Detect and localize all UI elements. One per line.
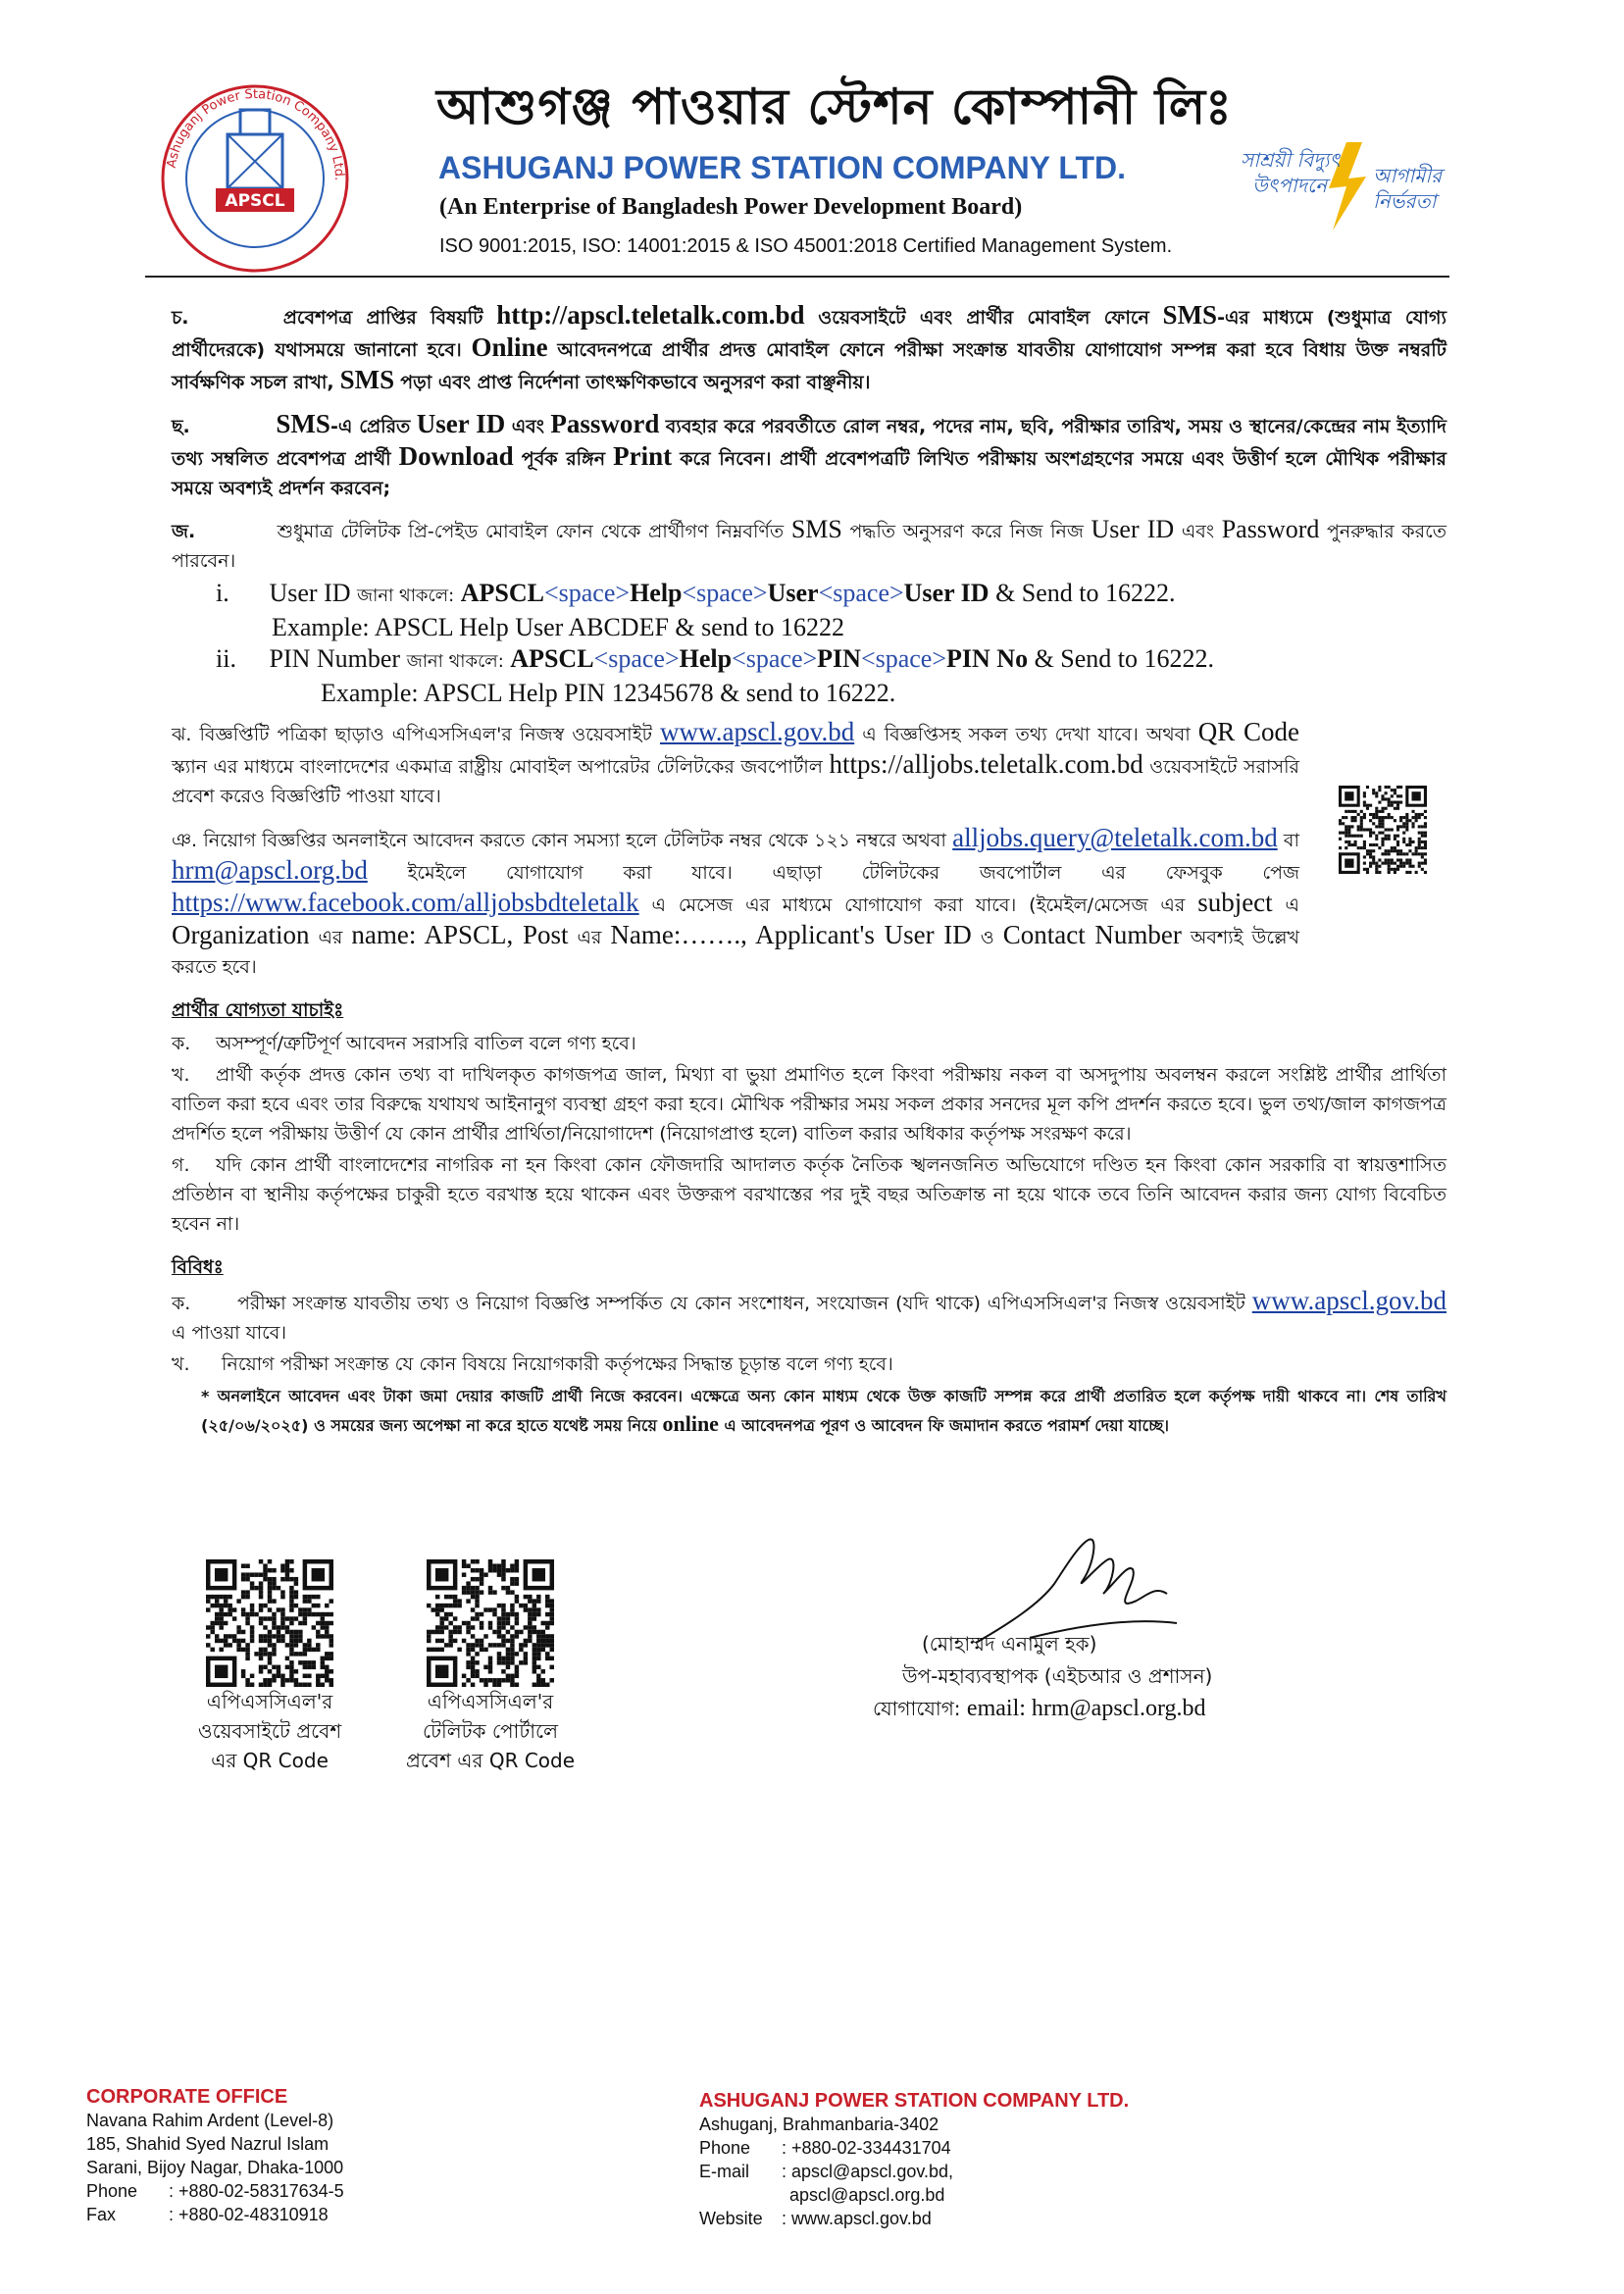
misc-heading: বিবিধঃ xyxy=(172,1256,224,1278)
svg-text:নির্ভরতা: নির্ভরতা xyxy=(1373,189,1437,213)
header-divider xyxy=(145,276,1449,278)
website-link[interactable]: www.apscl.gov.bd xyxy=(659,717,855,746)
para-marker: ছ. xyxy=(172,416,190,437)
para-marker: জ. xyxy=(172,521,196,542)
eligibility-item: গ. যদি কোন প্রার্থী বাংলাদেশের নাগরিক না হন কিংবা কোন ফৌজদারি আদালত কর্তৃক নৈতিক স্খলনজনিত অভিযোগে দণ্ডিত হন কিংবা কোন সরকারি বা স্বায়ত্তশাসিত প্রতিষ্ঠান বা স্থানীয় কর্তৃপক্ষের চাকুরী হতে বরখাস্ত হয়ে থাকেন এবং উক্তরূপ বরখাস্তের পর দুই বছর অতিক্রান্ত না হয়ে থাকে তবে তিনি আবেদন করার জন্য যোগ্য বিবেচিত হবেন না। xyxy=(172,1154,1446,1235)
signatory-name: (মোহাম্মদ এনামুল হক) xyxy=(922,1632,1097,1656)
website-qr-code xyxy=(206,1559,333,1687)
signatory-contact: যোগাযোগ: email: hrm@apscl.org.bd xyxy=(873,1696,1206,1721)
teletalk-qr-code xyxy=(427,1559,554,1687)
enterprise-subtitle: (An Enterprise of Bangladesh Power Development Board) xyxy=(439,194,1023,220)
side-qr-code xyxy=(1339,786,1427,874)
online-application-note: * অনলাইনে আবেদন এবং টাকা জমা দেয়ার কাজটি প্রার্থী নিজে করবেন। এক্ষেত্রে অন্য কোন মাধ্যম থেকে উক্ত কাজটি সম্পন্ন করে প্রার্থী প্রতারিত হলে কর্তৃপক্ষ দায়ী থাকবে না। শেষ তারিখ (২৫/০৬/২০২৫) ও সময়ের জন্য অপেক্ষা না করে হাতে যথেষ্ট সময় নিয়ে online এ আবেদনপত্র পূরণ ও আবেদন ফি জমাদান করতে পরামর্শ দেয়া যাচ্ছে। xyxy=(201,1387,1446,1436)
qr-block-website: এপিএসসিএল'র ওয়েবসাইটে প্রবেশ এর QR Code xyxy=(196,1559,343,1775)
paragraph-jha: ঝ. বিজ্ঞপ্তিটি পত্রিকা ছাড়াও এপিএসসিএল'র নিজস্ব ওয়েবসাইট www.apscl.gov.bd এ বিজ্ঞপ্তিসহ সকল তথ্য দেখা যাবে। অথবা QR Code স্ক্যান এর মাধ্যমে বাংলাদেশের একমাত্র রাষ্ট্রীয় মোবাইল অপারেটর টেলিটকের জবপোর্টাল https://alljobs.teletalk.com.bd ওয়েবসাইটে সরাসরি প্রবেশ করেও বিজ্ঞপ্তিটি পাওয়া যাবে। xyxy=(172,717,1300,807)
eligibility-list xyxy=(172,1029,1446,1239)
admit-card-url: http://apscl.teletalk.com.bd xyxy=(496,300,805,330)
apscl-logo xyxy=(157,80,353,277)
company-name-bn: আশুগঞ্জ পাওয়ার স্টেশন কোম্পানী লিঃ xyxy=(436,77,1233,135)
paragraph-ja: জ. শুধুমাত্র টেলিটক প্রি-পেইড মোবাইল ফোন থেকে প্রার্থীগণ নিম্নবর্ণিত SMS পদ্ধতি অনুসরণ করে নিজ নিজ User ID এবং Password পুনরুদ্ধার করতে পারবেন। i. User ID জানা থাকলে: APSCL<space>Help<space>User<space>User ID & Send to 16222. Example: APSCL Help User ABCDEF & send to 16222 ii. PIN Number জানা থাকলে: APSCL<space>Help<space>PIN<space>PIN No & Send to 16222. Example: APSCL Help PIN 12345678 & send to 16222. xyxy=(172,515,1447,707)
qr-block-teletalk: এপিএসসিএল'র টেলিটক পোর্টালে প্রবেশ এর QR Code xyxy=(402,1559,579,1775)
notice-body xyxy=(172,300,1446,1452)
footer-company-address: ASHUGANJ POWER STATION COMPANY LTD. Ashuganj, Brahmanbaria-3402 Phone : +880-02-334431704 E-mail : apscl@apscl.gov.bd, apscl@apscl.org.bd Website : www.apscl.gov.bd xyxy=(699,2090,1130,2228)
svg-text:আগামীর: আগামীর xyxy=(1373,164,1443,187)
svg-text:সাশ্রয়ী বিদ্যুৎ: সাশ্রয়ী বিদ্যুৎ xyxy=(1241,148,1341,172)
para-marker: চ. xyxy=(172,307,189,329)
svg-text:Ashuganj Power Station Company: Ashuganj Power Station Company Ltd. xyxy=(164,86,347,181)
misc-item: খ. নিয়োগ পরীক্ষা সংক্রান্ত যে কোন বিষয়ে নিয়োগকারী কর্তৃপক্ষের সিদ্ধান্ত চূড়ান্ত বলে গণ্য হবে। xyxy=(172,1353,893,1375)
paragraph-chha: ছ. SMS-এ প্রেরিত User ID এবং Password ব্যবহার করে পরবর্তীতে রোল নম্বর, পদের নাম, ছবি, পরীক্ষার তারিখ, সময় ও স্থানের/কেন্দ্রের নাম ইত্যাদি তথ্য সম্বলিত প্রবেশপত্র প্রার্থী Download পূর্বক রঙ্গিন Print করে নিবেন। প্রার্থী প্রবেশপত্রটি লিখিত পরীক্ষায় অংশগ্রহণের সময়ে এবং উত্তীর্ণ হলে মৌখিক পরীক্ষার সময়ে অবশ্যই প্রদর্শন করবেন; xyxy=(172,409,1446,499)
website-link-misc[interactable]: www.apscl.gov.bd xyxy=(1251,1286,1446,1315)
eligibility-item: ক. অসম্পূর্ণ/ত্রুটিপূর্ণ আবেদন সরাসরি বাতিল বলে গণ্য হবে। xyxy=(172,1033,636,1054)
paragraph-cha: চ. প্রবেশপত্র প্রাপ্তির বিষয়টি http://apscl.teletalk.com.bd ওয়েবসাইটে এবং প্রার্থীর মোবাইল ফোনে SMS-এর মাধ্যমে (শুধুমাত্র যোগ্য প্রার্থীদেরকে) যথাসময়ে জানানো হবে। Online আবেদনপত্রে প্রার্থীর প্রদত্ত মোবাইল ফোনে পরীক্ষা সংক্রান্ত যাবতীয় যোগাযোগ সম্পন্ন করা হবে বিধায় উক্ত নম্বরটি সার্বক্ষণিক সচল রাখা, SMS পড়া এবং প্রাপ্ত নির্দেশনা তাৎক্ষণিকভাবে অনুসরণ করা বাঞ্ছনীয়। xyxy=(172,300,1447,394)
teletalk-query-email-link[interactable]: alljobs.query@teletalk.com.bd xyxy=(952,823,1278,852)
signature-block xyxy=(863,1628,1294,1725)
recovery-item-user-id: i. User ID জানা থাকলে: APSCL<space>Help<space>User<space>User ID & Send to 16222. xyxy=(216,579,1176,607)
paragraph-jha-nya xyxy=(172,717,1446,982)
recovery-item-pin: ii. PIN Number জানা থাকলে: APSCL<space>Help<space>PIN<space>PIN No & Send to 16222. xyxy=(216,644,1215,673)
recovery-example-user-id: Example: APSCL Help User ABCDEF & send to 16222 xyxy=(272,613,845,641)
company-name-en: ASHUGANJ POWER STATION COMPANY LTD. xyxy=(438,150,1127,185)
eligibility-item: খ. প্রার্থী কর্তৃক প্রদত্ত কোন তথ্য বা দাখিলকৃত কাগজপত্র জাল, মিথ্যা বা ভুয়া প্রমাণিত হলে কিংবা পরীক্ষায় নকল বা অসদুপায় অবলম্বন করলে সংশ্লিষ্ট প্রার্থীর প্রার্থিতা বাতিল করা হবে এবং তার বিরুদ্ধে যথাযথ আইনানুগ ব্যবস্থা গ্রহণ করা হবে। মৌখিক পরীক্ষার সময় সকল প্রকার সনদের মূল কপি প্রদর্শন করতে হবে। ভুল তথ্য/জাল কাগজপত্র প্রদর্শিত হলে পরীক্ষায় উত্তীর্ণ যে কোন প্রার্থীর প্রার্থিতা/নিয়োগাদেশ (নিয়োগপ্রাপ্ত হলে) বাতিল করার অধিকার কর্তৃপক্ষ সংরক্ষণ করে। xyxy=(172,1064,1446,1145)
facebook-page-link[interactable]: https://www.facebook.com/alljobsbdteletalk xyxy=(172,888,639,917)
recovery-example-pin: Example: APSCL Help PIN 12345678 & send to 16222. xyxy=(321,679,896,707)
slogan-graphic xyxy=(1231,137,1466,235)
iso-certification: ISO 9001:2015, ISO: 14001:2015 & ISO 45001:2018 Certified Management System. xyxy=(439,235,1173,257)
signatory-designation: উপ-মহাব্যবস্থাপক (এইচআর ও প্রশাসন) xyxy=(902,1664,1213,1688)
teletalk-portal-url: https://alljobs.teletalk.com.bd xyxy=(829,749,1143,779)
hrm-email-link[interactable]: hrm@apscl.org.bd xyxy=(172,855,368,885)
footer-corporate-office: CORPORATE OFFICE Navana Rahim Ardent (Level-8) 185, Shahid Syed Nazrul Islam Sarani, Bijoy Nagar, Dhaka-1000 Phone : +880-02-58317634-5 Fax : +880-02-48310918 xyxy=(86,2086,344,2224)
eligibility-heading: প্রার্থীর যোগ্যতা যাচাইঃ xyxy=(172,999,344,1021)
paragraph-nya: ঞ. নিয়োগ বিজ্ঞপ্তির অনলাইনে আবেদন করতে কোন সমস্যা হলে টেলিটক নম্বর থেকে ১২১ নম্বরে অথবা alljobs.query@teletalk.com.bd বা hrm@apscl.org.bd ইমেইলে যোগাযোগ করা যাবে। এছাড়া টেলিটকের জবপোর্টাল এর ফেসবুক পেজ https://www.facebook.com/alljobsbdteletalk এ মেসেজ এর মাধ্যমে যোগাযোগ করা যাবে। (ইমেইল/মেসেজ এর subject এ Organization এর name: APSCL, Post এর Name:……., Applicant's User ID ও Contact Number অবশ্যই উল্লেখ করতে হবে। xyxy=(172,823,1300,978)
logo-text: APSCL xyxy=(225,191,285,211)
svg-text:উৎপাদনে: উৎপাদনে xyxy=(1252,174,1328,197)
misc-item: ক. পরীক্ষা সংক্রান্ত যাবতীয় তথ্য ও নিয়োগ বিজ্ঞপ্তি সম্পর্কিত যে কোন সংশোধন, সংযোজন (যদি থাকে) এপিএসসিএল'র নিজস্ব ওয়েবসাইট www.apscl.gov.bd এ পাওয়া যাবে। xyxy=(172,1286,1446,1344)
